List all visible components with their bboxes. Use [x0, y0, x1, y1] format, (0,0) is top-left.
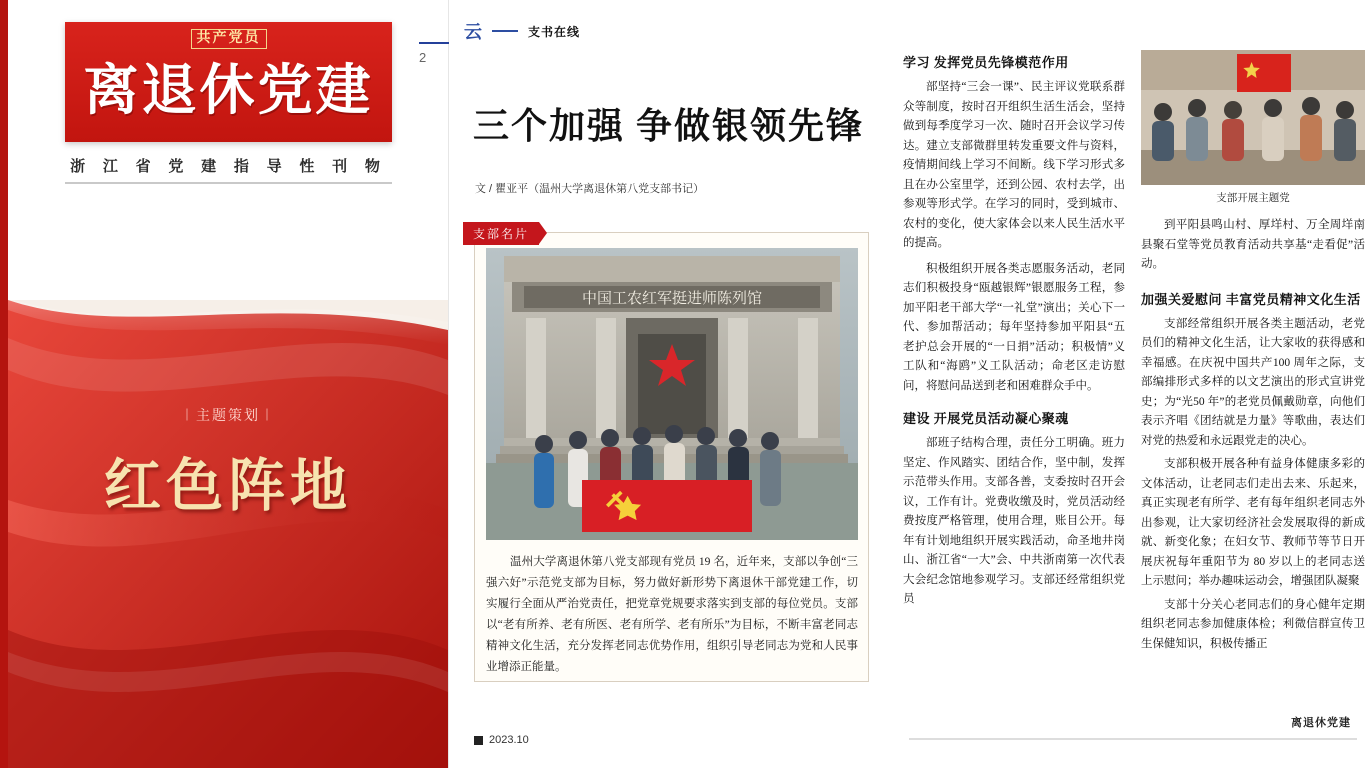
page-number: 2 — [419, 50, 427, 65]
cover-masthead — [65, 22, 392, 142]
cover-brand-badge-text: 共产党员 — [191, 29, 267, 49]
article-byline: 文 / 瞿亚平（温州大学离退休第八党支部书记） — [475, 183, 705, 195]
cover-page-edge — [0, 0, 8, 768]
cover-brand-badge — [65, 29, 392, 49]
section-paragraph: 部坚持“三会一课”、民主评议党联系群众等制度，按时召开组织生活生活会，坚持做到每季度学习一次、随时召开会议学习传达。建立支部微群里转发重要文件与资料，疫情期间线上学习不间断。线下学习形式多且在办公室里学，还到公园、农村去学，出参观等形式学。在学习的同时，受到城市、农村的变化，使大家体会以来人民生活水平的提高。 — [903, 81, 1125, 249]
article-header — [464, 18, 580, 44]
article-footer — [474, 734, 529, 746]
cover-subtitle: 浙 江 省 党 建 指 导 性 刊 物 — [70, 159, 387, 175]
photo-caption-text: 温州大学离退休第八党支部现有党员 19 名，近年来，支部以争创“三强六好”示范党支部为目标，努力做好新形势下离退休干部党建工作，切实履行全面从严治党责任，把党章党规要求落实到支部的每位党员。支部以“老有所养、老有所医、老有所学、老有所乐”为目标，不断丰富老同志精神文化生活，充分发挥老同志优势作用，组织引导老同志为党和人民事业增添正能量。 — [486, 556, 858, 673]
cover-masthead-title: 离退休党建 — [83, 60, 374, 121]
page-number-rule — [419, 42, 449, 44]
section-paragraph: 部班子结构合理，责任分工明确。班力坚定、作风踏实、团结合作，坚中制，发挥示范带头作用。支部各善，支委按时召开会议，工作有计。党费收缴及时，党员活动经费按度严格管理，使用合理，账目公开。每年有计划地组织开展实践活动，命圣地井岗山、浙江省“一大”会、中共浙南第一次代表大会纪念馆地参观学习。支部还经常组织党员 — [903, 437, 1125, 605]
article-photo — [486, 248, 858, 540]
right-page-photo — [1141, 50, 1365, 185]
cover-big-title: 红色阵地 — [104, 455, 352, 518]
section-paragraph: 到平阳县鸣山村、厚垟村、万全周垟南县聚石堂等党员教育活动共享基“走看促”活动。 — [1141, 219, 1365, 270]
section-heading: 建设 开展党员活动凝心聚魂 — [903, 411, 1069, 426]
cover-topic-label: ︱主题策划︱ — [180, 409, 276, 424]
right-column-2 — [1141, 216, 1365, 654]
photo-caption — [486, 552, 858, 678]
header-bar-divider — [492, 30, 518, 32]
right-photo-illustration — [1141, 50, 1365, 185]
article-title: 三个加强 争做银领先锋 — [473, 106, 865, 146]
right-page-footer-rule — [909, 738, 1357, 740]
footer-square-icon — [474, 736, 483, 745]
right-page — [903, 0, 1365, 768]
article-page — [419, 0, 903, 768]
section-paragraph: 积极组织开展各类志愿服务活动，老同志们积极投身“瓯越银辉”银愿服务工程，参加平阳老干部大学“一礼堂”演出；关心下一代、参加帮活动；每年坚持参加平阳县“五老护总会开展的“一日捐”活动；积极情”义工队和“海鸥”义工队活动；命老区走访慰问，将慰问品送到老和困难群众手中。 — [903, 262, 1125, 392]
cover-divider — [65, 182, 392, 184]
section-heading: 学习 发挥党员先锋模范作用 — [903, 55, 1069, 70]
cloud-logo-icon: 云 — [464, 22, 482, 42]
cover-page — [0, 0, 448, 768]
section-paragraph: 支部十分关心老同志们的身心健年定期组织老同志参加健康体检；利微信群宣传卫生保健知识，积极传播正 — [1141, 598, 1365, 650]
article-column-name: 支书在线 — [528, 24, 581, 39]
photo-sign-text: 中国工农红军挺进师陈列馆 — [581, 291, 763, 307]
right-column-1 — [903, 52, 1125, 610]
red-silk-ribbon-graphic — [8, 300, 448, 768]
article-footer-date: 2023.10 — [489, 734, 529, 746]
section-heading: 加强关爱慰问 丰富党员精神文化生活 — [1141, 291, 1361, 307]
section-paragraph: 支部积极开展各种有益身体健康多彩的文体活动，让老同志们走出去来、乐起来，真正实现老有所学、老有每年组织老同志外出参观，让大家切经济社会发展取得的新成就、新变化象；在妇女节、教师节等节日开展庆祝每年重阳节为 80 岁以上的老同志送上示慰问；举办趣味运动会，增强团队凝聚 — [1141, 458, 1365, 587]
article-photo-illustration — [486, 248, 858, 540]
right-photo-caption: 支部开展主题党 — [1216, 193, 1290, 204]
right-page-footer-brand: 离退休党建 — [1291, 717, 1351, 729]
photo-tag-badge: 支部名片 — [463, 222, 539, 245]
section-paragraph: 支部经常组织开展各类主题活动，老党员们的精神文化生活，让大家收的获得感和幸福感。在庆祝中国共产100 周年之际，支部编排形式多样的以文艺演出的形式宣讲党史；为“光50 年”的老党员佩戴勋章，向他们表示齐唱《团结就是力量》等歌曲，表达们对党的热爱和永远跟党走的决心。 — [1141, 317, 1365, 447]
cover-body — [8, 0, 448, 768]
